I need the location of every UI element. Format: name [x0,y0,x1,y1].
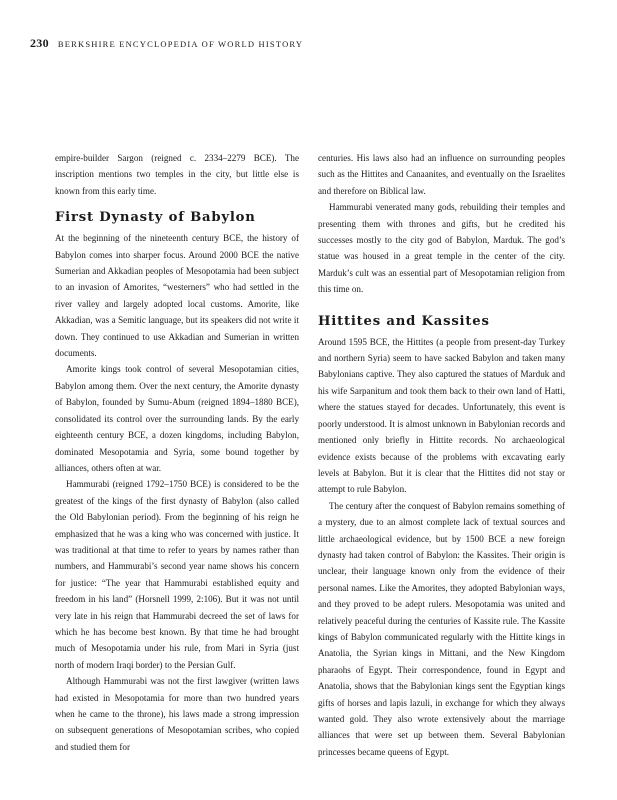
paragraph-amorite-kings: Amorite kings took control of several Mesopotamian cities, Babylon among them. Over the next century, the Amorite dynasty of Babylon, founded by Sumu-Abum (reigned 1894–1880 BCE), consolidated its control over the surrounding lands. By the early eighteenth century BCE, a dozen kingdoms, including Babylon, dominated Mesopotamia and Syria, some bound together by alliances, others often at war. [55,364,299,473]
paragraph-around-1595: Around 1595 BCE, the Hittites (a people from present-day Turkey and northern Syria) seem to have sacked Babylon and taken many Babylonians captive. They also captured the statues of Marduk and his wife Sarpanitum and took them back to their own land of Hatti, where the statues stayed for decades. Unfortunately, this event is poorly understood. It is almost unknown in Babylonian records and mentioned only briefly in Hittite records. No archaeological evidence exists because of the problems with excavating early levels at Babylon. But it is clear that the Hittites did not stay or attempt to rule Babylon. [318,336,565,495]
section-heading-first-dynasty: First Dynasty of Babylon [55,210,256,226]
left-column [55,150,299,755]
paragraph-venerated: Hammurabi venerated many gods, rebuilding their temples and presenting them with thrones and gifts, but he credited his successes mostly to the city god of Babylon, Marduk. The god’s statue was housed in a great temple in the center of the city. Marduk’s cult was an essential part of Mesopotamian religion from this time on. [318,202,565,295]
paragraph-lawgiver: Although Hammurabi was not the first lawgiver (written laws had existed in Mesopotamia for more than two hundred years when he came to the throne), his laws made a strong impression on subsequent generations of Mesopotamian scribes, who copied and studied them for [55,676,299,752]
paragraph-continued: centuries. His laws also had an influence on surrounding peoples such as the Hittites and Canaanites, and eventually on the Israelites and therefore on Biblical law. [318,153,565,196]
running-head [30,36,303,51]
right-column [318,150,565,760]
section-heading-hittites-kassites: Hittites and Kassites [318,313,490,329]
paragraph-nineteenth-century: At the beginning of the nineteenth century BCE, the history of Babylon comes into sharper focus. Around 2000 BCE the native Sumerian and Akkadian peoples of Mesopotamia had been subject to an invasion of Amorites, “westerners” who had settled in the river valley and largely adopted local customs. Amorite, like Akkadian, was a Semitic language, but its speakers did not write it down. They continued to use Akkadian and Sumerian in written documents. [55,233,299,359]
paragraph-intro: empire-builder Sargon (reigned c. 2334–2279 BCE). The inscription mentions two temples in the city, but little else is known from this early time. [55,153,299,196]
paragraph-hammurabi: Hammurabi (reigned 1792–1750 BCE) is considered to be the greatest of the kings of the first dynasty of Babylon (also called the Old Babylonian period). From the beginning of his reign he emphasized that he was a king who was concerned with justice. It was traditional at that time to refer to years by names rather than numbers, and Hammurabi’s second year name shows his concern for justice: “The year that Hammurabi established equity and freedom in his land” (Horsnell 1999, 2:106). But it was not until very late in his reign that Hammurabi decreed the set of laws for which he has become best known. By that time he had brought much of Mesopotamia under his rule, from Mari in Syria (just north of modern Iraqi border) to the Persian Gulf. [55,479,299,670]
paragraph-century-after: The century after the conquest of Babylon remains something of a mystery, due to an almost complete lack of textual sources and little archaeological evidence, but by 1500 BCE a new foreign dynasty had taken control of Babylon: the Kassites. Their origin is unclear, their language known only from the evidence of their personal names. Like the Amorites, they adopted Babylonian ways, and they proved to be adept rulers. Mesopotamia was united and relatively peaceful during the centuries of Kassite rule. The Kassite kings of Babylon communicated regularly with the Hittite kings in Anatolia, the Syrian kings in Mittani, and the New Kingdom pharaohs of Egypt. Their correspondence, found in Egypt and Anatolia, shows that the Babylonian kings sent the Egyptian kings gifts of horses and lapis lazuli, in exchange for which they always wanted gold. They also wrote extensively about the marriage alliances that were set up between them. Several Babylonian princesses became queens of Egypt. [318,500,565,757]
running-title: BERKSHIRE ENCYCLOPEDIA OF WORLD HISTORY [57,39,304,49]
page-number: 230 [30,36,49,50]
